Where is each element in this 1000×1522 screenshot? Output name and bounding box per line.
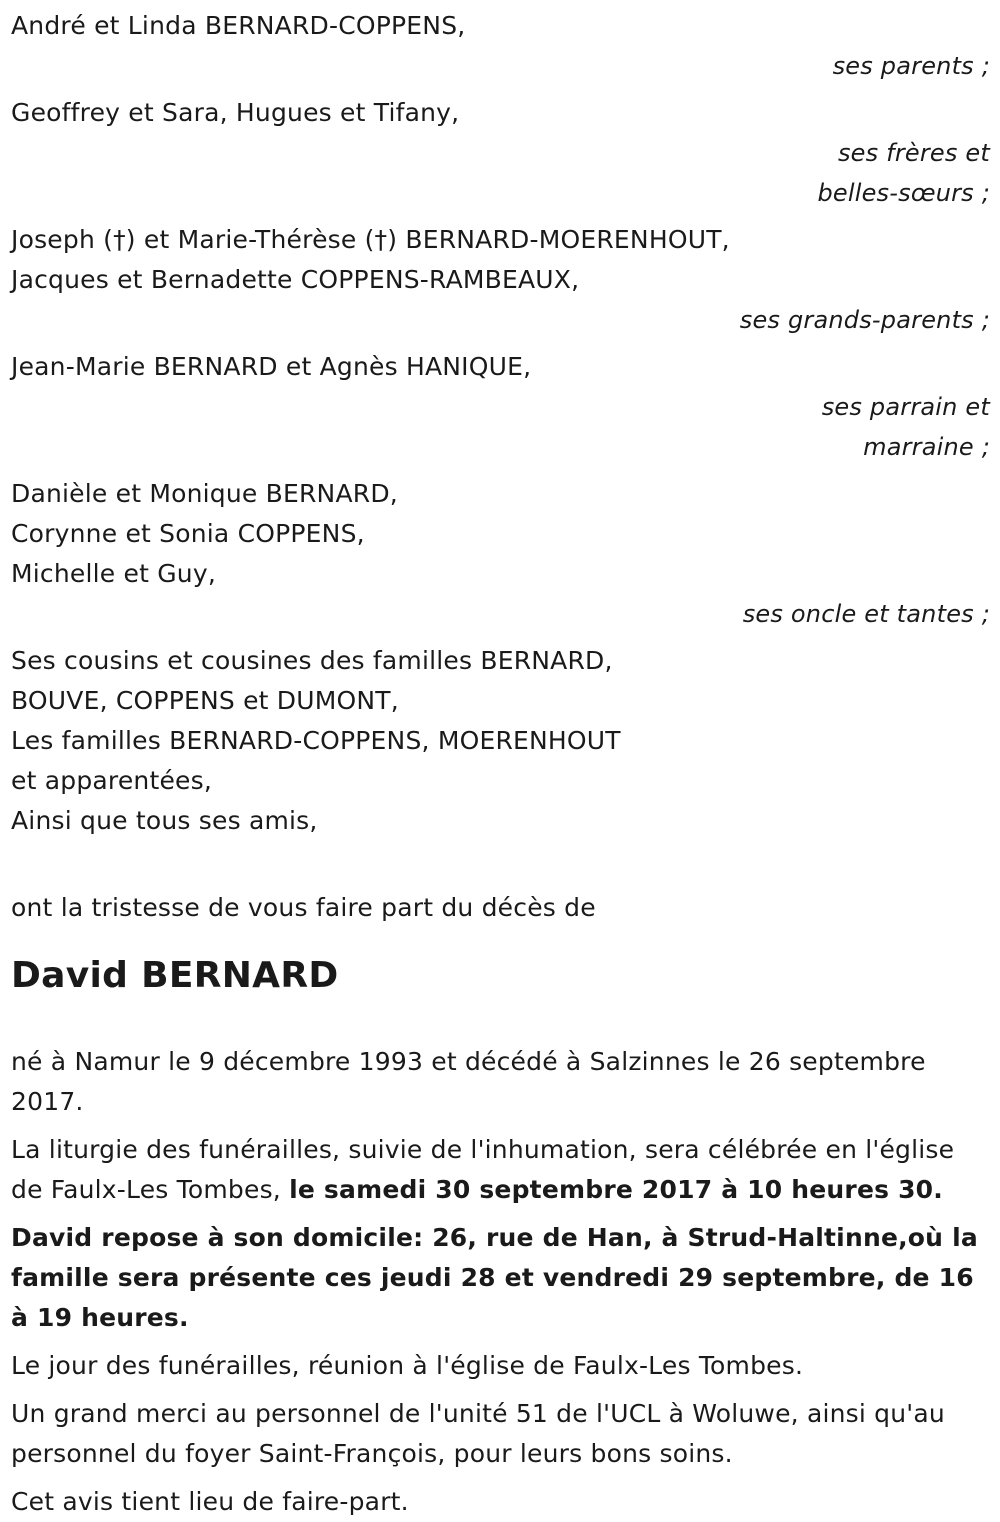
relation-label [11,387,990,467]
family-line: Corynne et Sonia COPPENS, [11,519,365,548]
relation-text: marraine ; [863,433,990,461]
family-line: Les familles BERNARD-COPPENS, MOERENHOUT [11,726,621,755]
liturgy-paragraph [11,1130,990,1210]
thanks-text: Un grand merci au personnel de l'unité 51 de l'UCL à Woluwe, ainsi qu'au personnel du foyer Saint-François, pour leurs bons soins. [11,1399,945,1468]
relation-text: ses parents ; [832,52,990,80]
relation-label [11,46,990,86]
visitation-text: David repose à son domicile: 26, rue de Han, à Strud-Haltinne,où la famille sera présente ces jeudi 28 et vendredi 29 septembre, de 16 à 19 heures. [11,1223,978,1332]
family-line: Michelle et Guy, [11,559,216,588]
family-line: Ainsi que tous ses amis, [11,806,318,835]
liturgy-date: le samedi 30 septembre 2017 à 10 heures 30. [289,1175,943,1204]
relation-label [11,133,990,213]
relation-label [11,300,990,340]
family-line: Joseph (†) et Marie-Thérèse (†) BERNARD-MOERENHOUT, [11,225,730,254]
family-group-siblings [11,93,990,213]
relation-label [11,594,990,634]
family-group-parents [11,6,990,86]
family-line: Ses cousins et cousines des familles BERNARD, [11,646,613,675]
relation-text: ses grands-parents ; [739,306,990,334]
announcement-text: ont la tristesse de vous faire part du décès de [11,893,596,922]
deceased-name: David BERNARD [11,955,339,996]
liturgy-text: La liturgie des funérailles, suivie de l'inhumation, sera célébrée en l'église de Faulx-Les Tombes, [11,1135,955,1204]
birth-death-text: né à Namur le 9 décembre 1993 et décédé à Salzinnes le 26 septembre 2017. [11,1047,926,1116]
family-line: et apparentées, [11,766,212,795]
family-group-godparents [11,347,990,467]
family-line: André et Linda BERNARD-COPPENS, [11,11,466,40]
spacer [11,848,990,888]
relation-text: ses parrain et [821,393,990,421]
family-line: Danièle et Monique BERNARD, [11,479,398,508]
family-line: Jean-Marie BERNARD et Agnès HANIQUE, [11,352,532,381]
visitation-paragraph [11,1218,990,1338]
family-group-grandparents [11,220,990,340]
relation-text: ses oncle et tantes ; [742,600,990,628]
relation-text: belles-sœurs ; [817,179,990,207]
meeting-text: Le jour des funérailles, réunion à l'église de Faulx-Les Tombes. [11,1351,804,1380]
relation-text: ses frères et [837,139,990,167]
family-group-cousins [11,641,990,841]
family-group-uncle-aunts [11,474,990,634]
closing-text: Cet avis tient lieu de faire-part. [11,1487,409,1516]
family-line: Geoffrey et Sara, Hugues et Tifany, [11,98,460,127]
family-line: BOUVE, COPPENS et DUMONT, [11,686,399,715]
family-line: Jacques et Bernadette COPPENS-RAMBEAUX, [11,265,580,294]
